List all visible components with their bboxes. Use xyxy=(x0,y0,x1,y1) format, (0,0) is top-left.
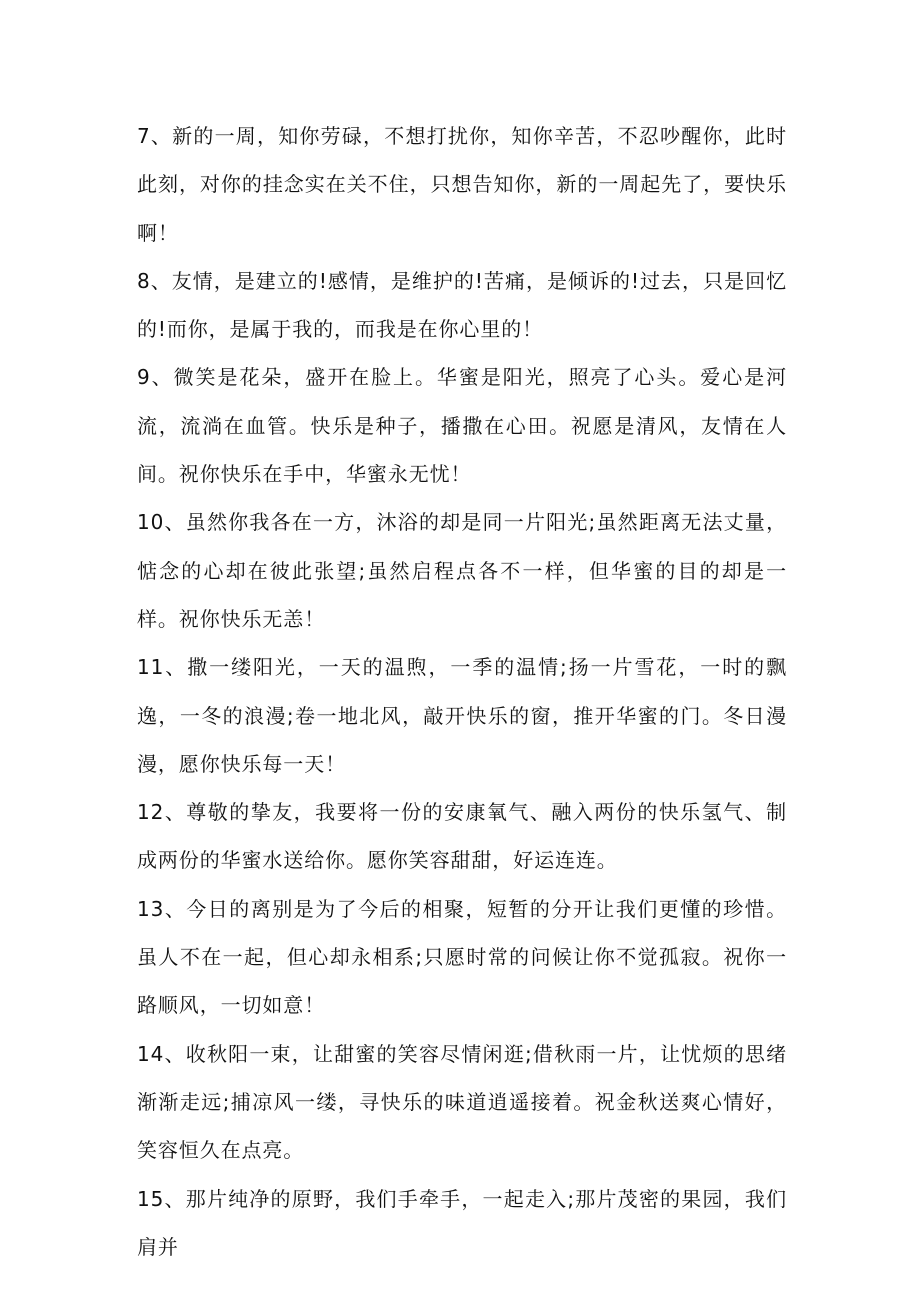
paragraph-11: 11、撒一缕阳光，一天的温煦，一季的温情;扬一片雪花，一时的飘逸，一冬的浪漫;卷一地北风，敲开快乐的窗，推开华蜜的门。冬日漫漫，愿你快乐每一天！ xyxy=(137,655,787,776)
document-body xyxy=(137,112,787,1271)
paragraph-8: 8、友情，是建立的!感情，是维护的!苦痛，是倾诉的!过去，只是回忆的!而你，是属于我的，而我是在你心里的！ xyxy=(137,268,787,342)
paragraph-13: 13、今日的离别是为了今后的相聚，短暂的分开让我们更懂的珍惜。虽人不在一起，但心却永相系;只愿时常的问候让你不觉孤寂。祝你一路顺风，一切如意！ xyxy=(137,896,787,1018)
paragraph-15: 15、那片纯净的原野，我们手牵手，一起走入;那片茂密的果园，我们肩并 xyxy=(137,1186,787,1259)
paragraph-7: 7、新的一周，知你劳碌，不想打扰你，知你辛苦，不忍吵醒你，此时此刻，对你的挂念实在关不住，只想告知你，新的一周起先了，要快乐啊！ xyxy=(137,124,787,245)
paragraph-14: 14、收秋阳一束，让甜蜜的笑容尽情闲逛;借秋雨一片，让忧烦的思绪渐渐走远;捕凉风一缕，寻快乐的味道逍遥接着。祝金秋送爽心情好，笑容恒久在点亮。 xyxy=(137,1041,787,1163)
paragraph-9: 9、微笑是花朵，盛开在脸上。华蜜是阳光，照亮了心头。爱心是河流，流淌在血管。快乐是种子，播撒在心田。祝愿是清风，友情在人间。祝你快乐在手中，华蜜永无忧！ xyxy=(137,365,787,487)
paragraph-12: 12、尊敬的挚友，我要将一份的安康氧气、融入两份的快乐氢气、制成两份的华蜜水送给你。愿你笑容甜甜，好运连连。 xyxy=(137,800,787,873)
paragraph-10: 10、虽然你我各在一方，沐浴的却是同一片阳光;虽然距离无法丈量，惦念的心却在彼此张望;虽然启程点各不一样，但华蜜的目的却是一样。祝你快乐无恙！ xyxy=(137,510,787,631)
